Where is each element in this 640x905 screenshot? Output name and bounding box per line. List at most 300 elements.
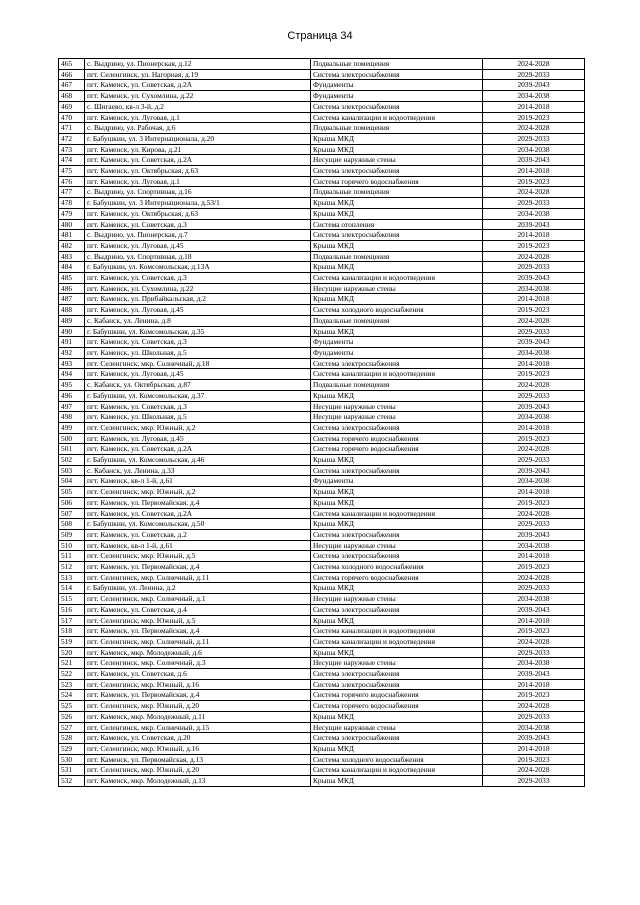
address-cell: пгт. Каменск, ул. Первомайская, д.4: [85, 497, 311, 508]
row-number-cell: 503: [59, 465, 85, 476]
address-cell: пгт. Каменск, ул. Сухомлина, д.22: [85, 91, 311, 102]
row-number-cell: 501: [59, 444, 85, 455]
address-cell: пгт. Селенгинск, мкр. Южный, д.2: [85, 487, 311, 498]
row-number-cell: 511: [59, 551, 85, 562]
work-type-cell: Фундаменты: [311, 337, 483, 348]
work-type-cell: Подвальные помещения: [311, 251, 483, 262]
address-cell: пгт. Каменск, ул. Советская, д.2А: [85, 444, 311, 455]
period-cell: 2024-2028: [483, 636, 585, 647]
table-row: [59, 80, 585, 91]
address-cell: пгт. Каменск, ул. Школьная, д.5: [85, 347, 311, 358]
row-number-cell: 469: [59, 101, 85, 112]
address-cell: г. Бабушкин, ул. Комсомольская, д.13А: [85, 262, 311, 273]
address-cell: пгт. Каменск, ул. Луговая, д.45: [85, 433, 311, 444]
row-number-cell: 494: [59, 369, 85, 380]
period-cell: 2029-2033: [483, 390, 585, 401]
work-type-cell: Система канализации и водоотведения: [311, 369, 483, 380]
table-row: [59, 690, 585, 701]
period-cell: 2014-2018: [483, 615, 585, 626]
row-number-cell: 468: [59, 91, 85, 102]
period-cell: 2034-2038: [483, 91, 585, 102]
period-cell: 2029-2033: [483, 133, 585, 144]
period-cell: 2034-2038: [483, 722, 585, 733]
table-row: [59, 112, 585, 123]
row-number-cell: 504: [59, 476, 85, 487]
row-number-cell: 484: [59, 262, 85, 273]
work-type-cell: Подвальные помещения: [311, 187, 483, 198]
work-type-cell: Подвальные помещения: [311, 380, 483, 391]
address-cell: пгт. Каменск, ул. Советская, д.3: [85, 337, 311, 348]
table-row: [59, 572, 585, 583]
work-type-cell: Система электроснабжения: [311, 679, 483, 690]
work-type-cell: Крыша МКД: [311, 519, 483, 530]
table-row: [59, 91, 585, 102]
address-cell: пгт. Каменск, мкр. Молодежный, д.6: [85, 647, 311, 658]
period-cell: 2039-2043: [483, 733, 585, 744]
work-type-cell: Крыша МКД: [311, 487, 483, 498]
row-number-cell: 518: [59, 626, 85, 637]
table-row: [59, 583, 585, 594]
period-cell: 2029-2033: [483, 262, 585, 273]
row-number-cell: 497: [59, 401, 85, 412]
table-row: [59, 380, 585, 391]
address-cell: с. Кабанск, ул. Ленина, д.8: [85, 315, 311, 326]
address-cell: г. Бабушкин, ул. Комсомольская, д.35: [85, 326, 311, 337]
address-cell: пгт. Каменск, ул. Первомайская, д.4: [85, 626, 311, 637]
row-number-cell: 509: [59, 529, 85, 540]
table-row: [59, 390, 585, 401]
address-cell: пгт. Селенгинск, мкр. Солнечный, д.18: [85, 358, 311, 369]
table-row: [59, 647, 585, 658]
table-row: [59, 155, 585, 166]
period-cell: 2029-2033: [483, 711, 585, 722]
work-type-cell: Система электроснабжения: [311, 669, 483, 680]
row-number-cell: 466: [59, 69, 85, 80]
period-cell: 2039-2043: [483, 219, 585, 230]
table-row: [59, 604, 585, 615]
period-cell: 2019-2023: [483, 240, 585, 251]
table-row: [59, 176, 585, 187]
table-row: [59, 551, 585, 562]
work-type-cell: Система электроснабжения: [311, 101, 483, 112]
period-cell: 2039-2043: [483, 669, 585, 680]
row-number-cell: 521: [59, 658, 85, 669]
work-type-cell: Крыша МКД: [311, 455, 483, 466]
work-type-cell: Система электроснабжения: [311, 166, 483, 177]
table-row: [59, 744, 585, 755]
table-row: [59, 230, 585, 241]
period-cell: 2029-2033: [483, 776, 585, 787]
row-number-cell: 489: [59, 315, 85, 326]
address-cell: пгт. Каменск, ул. Луговая, д.1: [85, 176, 311, 187]
period-cell: 2029-2033: [483, 326, 585, 337]
row-number-cell: 510: [59, 540, 85, 551]
address-cell: пгт. Селенгинск, мкр. Южный, д.20: [85, 765, 311, 776]
table-row: [59, 315, 585, 326]
address-cell: пгт. Каменск, ул. Советская, д.3: [85, 219, 311, 230]
table-row: [59, 240, 585, 251]
work-type-cell: Система канализации и водоотведения: [311, 765, 483, 776]
work-type-cell: Крыша МКД: [311, 144, 483, 155]
row-number-cell: 495: [59, 380, 85, 391]
work-type-cell: Крыша МКД: [311, 744, 483, 755]
address-cell: пгт. Каменск, ул. Советская, д.2: [85, 529, 311, 540]
table-row: [59, 776, 585, 787]
period-cell: 2039-2043: [483, 529, 585, 540]
address-cell: пгт. Каменск, кв-л 1-й, д.61: [85, 540, 311, 551]
table-row: [59, 198, 585, 209]
table-row: [59, 540, 585, 551]
work-type-cell: Крыша МКД: [311, 262, 483, 273]
period-cell: 2029-2033: [483, 519, 585, 530]
address-cell: пгт. Каменск, ул. Луговая, д.1: [85, 112, 311, 123]
period-cell: 2014-2018: [483, 422, 585, 433]
row-number-cell: 527: [59, 722, 85, 733]
table-row: [59, 187, 585, 198]
row-number-cell: 490: [59, 326, 85, 337]
table-row: [59, 733, 585, 744]
work-type-cell: Крыша МКД: [311, 615, 483, 626]
address-cell: г. Бабушкин, ул. Комсомольская, д.50: [85, 519, 311, 530]
row-number-cell: 492: [59, 347, 85, 358]
work-type-cell: Крыша МКД: [311, 583, 483, 594]
table-row: [59, 101, 585, 112]
table-row: [59, 594, 585, 605]
period-cell: 2034-2038: [483, 476, 585, 487]
address-cell: пгт. Каменск, ул. Первомайская, д.4: [85, 562, 311, 573]
period-cell: 2019-2023: [483, 497, 585, 508]
address-cell: пгт. Селенгинск, ул. Нагорная, д.19: [85, 69, 311, 80]
address-cell: пгт. Селенгинск, мкр. Солнечный, д.11: [85, 636, 311, 647]
address-cell: пгт. Каменск, ул. Советская, д.4: [85, 604, 311, 615]
work-type-cell: Система холодного водоснабжения: [311, 562, 483, 573]
work-type-cell: Система электроснабжения: [311, 358, 483, 369]
row-number-cell: 485: [59, 273, 85, 284]
work-type-cell: Несущие наружные стены: [311, 412, 483, 423]
row-number-cell: 530: [59, 754, 85, 765]
table-row: [59, 519, 585, 530]
work-type-cell: Система канализации и водоотведения: [311, 636, 483, 647]
table-row: [59, 529, 585, 540]
period-cell: 2019-2023: [483, 112, 585, 123]
work-type-cell: Несущие наружные стены: [311, 155, 483, 166]
address-cell: пгт. Каменск, ул. Сухомлина, д.22: [85, 283, 311, 294]
table-row: [59, 347, 585, 358]
work-type-cell: Крыша МКД: [311, 390, 483, 401]
work-type-cell: Крыша МКД: [311, 711, 483, 722]
row-number-cell: 505: [59, 487, 85, 498]
address-cell: пгт. Каменск, ул. Советская, д.2А: [85, 155, 311, 166]
work-type-cell: Подвальные помещения: [311, 123, 483, 134]
row-number-cell: 474: [59, 155, 85, 166]
table-row: [59, 208, 585, 219]
table-row: [59, 444, 585, 455]
table-row: [59, 465, 585, 476]
address-cell: пгт. Каменск, ул. Первомайская, д.13: [85, 754, 311, 765]
row-number-cell: 483: [59, 251, 85, 262]
period-cell: 2039-2043: [483, 604, 585, 615]
address-cell: пгт. Селенгинск, мкр. Солнечный, д.11: [85, 572, 311, 583]
address-cell: с. Выдрино, ул. Спортивная, д.16: [85, 187, 311, 198]
row-number-cell: 522: [59, 669, 85, 680]
work-type-cell: Система горячего водоснабжения: [311, 433, 483, 444]
row-number-cell: 519: [59, 636, 85, 647]
table-row: [59, 412, 585, 423]
table-row: [59, 273, 585, 284]
row-number-cell: 532: [59, 776, 85, 787]
row-number-cell: 531: [59, 765, 85, 776]
work-type-cell: Система электроснабжения: [311, 230, 483, 241]
work-type-cell: Крыша МКД: [311, 133, 483, 144]
row-number-cell: 515: [59, 594, 85, 605]
period-cell: 2024-2028: [483, 59, 585, 70]
table-row: [59, 326, 585, 337]
row-number-cell: 471: [59, 123, 85, 134]
period-cell: 2014-2018: [483, 679, 585, 690]
period-cell: 2029-2033: [483, 583, 585, 594]
row-number-cell: 486: [59, 283, 85, 294]
period-cell: 2024-2028: [483, 508, 585, 519]
work-type-cell: Фундаменты: [311, 347, 483, 358]
row-number-cell: 465: [59, 59, 85, 70]
row-number-cell: 517: [59, 615, 85, 626]
table-row: [59, 337, 585, 348]
address-cell: пгт. Каменск, ул. Советская, д.3: [85, 401, 311, 412]
period-cell: 2034-2038: [483, 347, 585, 358]
period-cell: 2039-2043: [483, 155, 585, 166]
period-cell: 2024-2028: [483, 380, 585, 391]
work-type-cell: Система электроснабжения: [311, 69, 483, 80]
row-number-cell: 476: [59, 176, 85, 187]
period-cell: 2034-2038: [483, 283, 585, 294]
work-type-cell: Система электроснабжения: [311, 465, 483, 476]
row-number-cell: 482: [59, 240, 85, 251]
address-cell: пгт. Селенгинск, мкр. Южный, д.16: [85, 679, 311, 690]
period-cell: 2014-2018: [483, 230, 585, 241]
period-cell: 2034-2038: [483, 412, 585, 423]
work-type-cell: Несущие наружные стены: [311, 540, 483, 551]
address-cell: с. Выдрино, ул. Рабочая, д.6: [85, 123, 311, 134]
address-cell: пгт. Каменск, ул. Советская, д.20: [85, 733, 311, 744]
period-cell: 2024-2028: [483, 251, 585, 262]
work-type-cell: Фундаменты: [311, 80, 483, 91]
table-row: [59, 422, 585, 433]
period-cell: 2034-2038: [483, 540, 585, 551]
work-type-cell: Система горячего водоснабжения: [311, 444, 483, 455]
row-number-cell: 513: [59, 572, 85, 583]
address-cell: пгт. Селенгинск, мкр. Южный, д.5: [85, 615, 311, 626]
address-cell: пгт. Каменск, ул. Советская, д.6: [85, 669, 311, 680]
work-type-cell: Крыша МКД: [311, 198, 483, 209]
work-type-cell: Несущие наружные стены: [311, 658, 483, 669]
address-cell: пгт. Селенгинск, мкр. Южный, д.2: [85, 422, 311, 433]
work-type-cell: Система холодного водоснабжения: [311, 305, 483, 316]
period-cell: 2039-2043: [483, 337, 585, 348]
address-cell: с. Кабанск, ул. Ленина, д.33: [85, 465, 311, 476]
row-number-cell: 473: [59, 144, 85, 155]
address-cell: пгт. Селенгинск, мкр. Южный, д.16: [85, 744, 311, 755]
work-type-cell: Система холодного водоснабжения: [311, 754, 483, 765]
period-cell: 2039-2043: [483, 465, 585, 476]
row-number-cell: 525: [59, 701, 85, 712]
table-row: [59, 487, 585, 498]
address-cell: пгт. Каменск, ул. Кирова, д.21: [85, 144, 311, 155]
address-cell: пгт. Каменск, ул. Советская, д.2А: [85, 508, 311, 519]
row-number-cell: 478: [59, 198, 85, 209]
address-cell: пгт. Каменск, ул. Первомайская, д.4: [85, 690, 311, 701]
table-row: [59, 658, 585, 669]
table-row: [59, 455, 585, 466]
work-type-cell: Крыша МКД: [311, 208, 483, 219]
row-number-cell: 529: [59, 744, 85, 755]
table-row: [59, 358, 585, 369]
table-row: [59, 262, 585, 273]
row-number-cell: 481: [59, 230, 85, 241]
table-row: [59, 69, 585, 80]
work-type-cell: Система электроснабжения: [311, 551, 483, 562]
period-cell: 2029-2033: [483, 647, 585, 658]
row-number-cell: 475: [59, 166, 85, 177]
table-row: [59, 508, 585, 519]
table-row: [59, 283, 585, 294]
address-cell: г. Бабушкин, ул. 3 Интернационала, д.20: [85, 133, 311, 144]
work-type-cell: Несущие наружные стены: [311, 722, 483, 733]
row-number-cell: 523: [59, 679, 85, 690]
work-type-cell: Фундаменты: [311, 476, 483, 487]
table-row: [59, 562, 585, 573]
row-number-cell: 472: [59, 133, 85, 144]
address-cell: пгт. Селенгинск, мкр. Южный, д.5: [85, 551, 311, 562]
row-number-cell: 496: [59, 390, 85, 401]
address-cell: пгт. Каменск, ул. Луговая, д.45: [85, 305, 311, 316]
address-cell: с. Кабанск, ул. Октябрьская, д.87: [85, 380, 311, 391]
work-type-cell: Система канализации и водоотведения: [311, 508, 483, 519]
address-cell: пгт. Каменск, ул. Луговая, д.45: [85, 369, 311, 380]
work-type-cell: Система отопления: [311, 219, 483, 230]
address-cell: пгт. Селенгинск, мкр. Солнечный, д.1: [85, 594, 311, 605]
row-number-cell: 520: [59, 647, 85, 658]
period-cell: 2019-2023: [483, 754, 585, 765]
table-row: [59, 669, 585, 680]
work-type-cell: Несущие наружные стены: [311, 594, 483, 605]
work-type-cell: Крыша МКД: [311, 497, 483, 508]
address-cell: пгт. Каменск, ул. Октябрьская, д.63: [85, 208, 311, 219]
table-row: [59, 369, 585, 380]
row-number-cell: 470: [59, 112, 85, 123]
period-cell: 2019-2023: [483, 626, 585, 637]
address-cell: пгт. Каменск, мкр. Молодежный, д.11: [85, 711, 311, 722]
row-number-cell: 499: [59, 422, 85, 433]
page-title: Страница 34: [287, 30, 353, 42]
row-number-cell: 508: [59, 519, 85, 530]
address-cell: пгт. Каменск, ул. Луговая, д.45: [85, 240, 311, 251]
table-row: [59, 497, 585, 508]
address-cell: г. Бабушкин, ул. Ленина, д.2: [85, 583, 311, 594]
table-row: [59, 133, 585, 144]
period-cell: 2019-2023: [483, 369, 585, 380]
period-cell: 2014-2018: [483, 744, 585, 755]
period-cell: 2024-2028: [483, 187, 585, 198]
period-cell: 2034-2038: [483, 594, 585, 605]
table-row: [59, 722, 585, 733]
work-type-cell: Система горячего водоснабжения: [311, 701, 483, 712]
period-cell: 2024-2028: [483, 123, 585, 134]
period-cell: 2029-2033: [483, 198, 585, 209]
work-type-cell: Крыша МКД: [311, 294, 483, 305]
row-number-cell: 526: [59, 711, 85, 722]
work-type-cell: Система канализации и водоотведения: [311, 273, 483, 284]
row-number-cell: 512: [59, 562, 85, 573]
address-cell: г. Бабушкин, ул. Комсомольская, д.37: [85, 390, 311, 401]
table-row: [59, 679, 585, 690]
address-cell: с. Выдрино, ул. Пионерская, д.7: [85, 230, 311, 241]
table-row: [59, 476, 585, 487]
address-cell: пгт. Селенгинск, мкр. Солнечный, д.3: [85, 658, 311, 669]
address-cell: пгт. Каменск, ул. Прибайкальская, д.2: [85, 294, 311, 305]
work-type-cell: Система горячего водоснабжения: [311, 176, 483, 187]
period-cell: 2034-2038: [483, 658, 585, 669]
period-cell: 2029-2033: [483, 69, 585, 80]
period-cell: 2019-2023: [483, 433, 585, 444]
work-type-cell: Крыша МКД: [311, 326, 483, 337]
address-cell: с. Шигаево, кв-л 3-й, д.2: [85, 101, 311, 112]
row-number-cell: 491: [59, 337, 85, 348]
row-number-cell: 528: [59, 733, 85, 744]
row-number-cell: 479: [59, 208, 85, 219]
address-cell: пгт. Каменск, ул. Октябрьская, д.63: [85, 166, 311, 177]
table-row: [59, 144, 585, 155]
address-cell: с. Выдрино, ул. Пионерская, д.12: [85, 59, 311, 70]
table-row: [59, 701, 585, 712]
register-table: [58, 58, 585, 787]
period-cell: 2024-2028: [483, 765, 585, 776]
table-row: [59, 433, 585, 444]
work-type-cell: Несущие наружные стены: [311, 283, 483, 294]
period-cell: 2014-2018: [483, 358, 585, 369]
work-type-cell: Система горячего водоснабжения: [311, 572, 483, 583]
table-row: [59, 754, 585, 765]
row-number-cell: 493: [59, 358, 85, 369]
row-number-cell: 502: [59, 455, 85, 466]
period-cell: 2024-2028: [483, 572, 585, 583]
table-row: [59, 711, 585, 722]
period-cell: 2034-2038: [483, 144, 585, 155]
work-type-cell: Несущие наружные стены: [311, 401, 483, 412]
address-cell: г. Бабушкин, ул. Комсомольская, д.46: [85, 455, 311, 466]
row-number-cell: 480: [59, 219, 85, 230]
work-type-cell: Система электроснабжения: [311, 529, 483, 540]
table-row: [59, 615, 585, 626]
period-cell: 2029-2033: [483, 455, 585, 466]
row-number-cell: 477: [59, 187, 85, 198]
period-cell: 2024-2028: [483, 701, 585, 712]
table-row: [59, 251, 585, 262]
period-cell: 2019-2023: [483, 176, 585, 187]
period-cell: 2014-2018: [483, 551, 585, 562]
table-row: [59, 765, 585, 776]
table-row: [59, 59, 585, 70]
address-cell: пгт. Каменск, ул. Советская, д.2А: [85, 80, 311, 91]
address-cell: пгт. Каменск, кв-л 1-й, д.61: [85, 476, 311, 487]
address-cell: г. Бабушкин, ул. 3 Интернационала, д.53/1: [85, 198, 311, 209]
row-number-cell: 467: [59, 80, 85, 91]
work-type-cell: Система электроснабжения: [311, 733, 483, 744]
row-number-cell: 506: [59, 497, 85, 508]
period-cell: 2019-2023: [483, 305, 585, 316]
address-cell: пгт. Селенгинск, мкр. Южный, д.20: [85, 701, 311, 712]
table-row: [59, 401, 585, 412]
period-cell: 2034-2038: [483, 208, 585, 219]
